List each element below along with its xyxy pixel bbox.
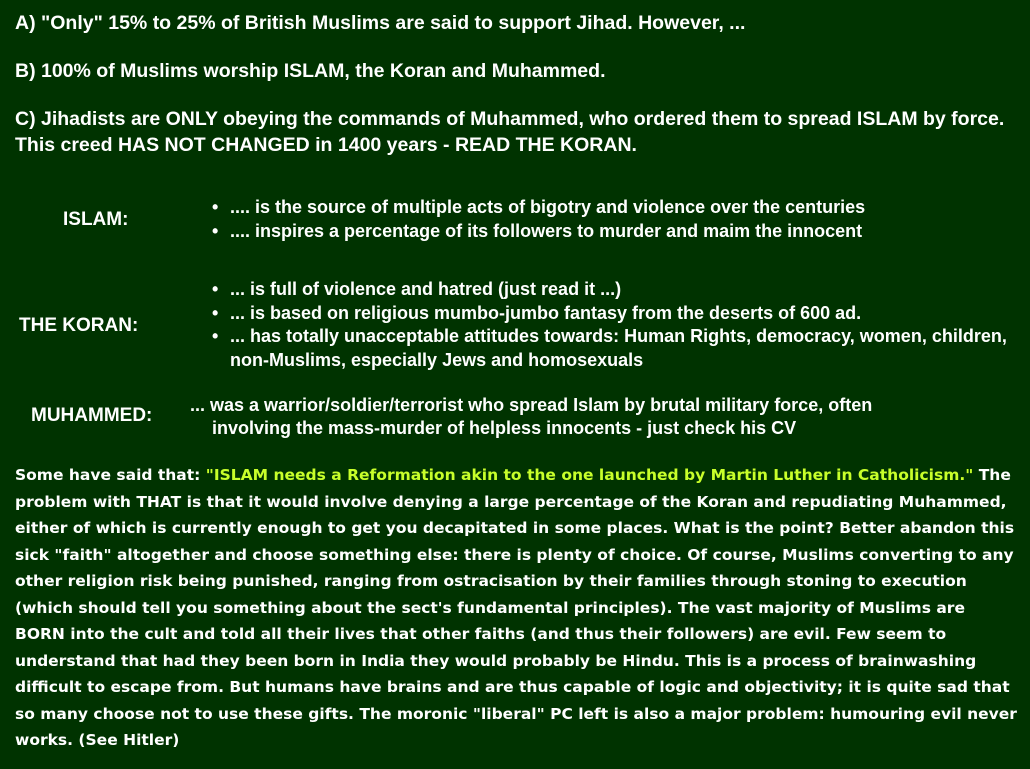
muhammed-text-line-1: ... was a warrior/soldier/terrorist who spread Islam by brutal military force, often — [190, 395, 873, 415]
muhammed-label: MUHAMMED: — [31, 405, 153, 426]
list-item — [212, 325, 1012, 372]
bullet-text: .... is the source of multiple acts of bigotry and violence over the centuries — [230, 197, 866, 217]
essay-paragraph — [15, 462, 1020, 754]
bullet-icon: • — [212, 326, 219, 346]
islam-bullet-list — [212, 196, 865, 243]
essay-intro: Some have said that: — [15, 466, 206, 484]
bullet-text: ... is based on religious mumbo-jumbo fantasy from the deserts of 600 ad. — [230, 302, 862, 323]
list-item — [212, 302, 1012, 326]
koran-bullet-list — [212, 278, 1012, 372]
paragraph-c: C) Jihadists are ONLY obeying the commands of Muhammed, who ordered them to spread ISLAM by force. This creed HAS NOT CHANGED in 1400 years - READ THE KORAN. — [15, 108, 1005, 156]
bullet-icon: • — [212, 279, 219, 299]
list-item — [212, 220, 865, 244]
list-item — [212, 278, 1012, 302]
bullet-text: .... inspires a percentage of its followers to murder and maim the innocent — [230, 220, 863, 241]
list-item — [212, 196, 865, 220]
bullet-icon: • — [212, 197, 219, 217]
essay-body: The problem with THAT is that it would involve denying a large percentage of the Koran and repudiating Muhammed, either of which is currently enough to get you decapitated in some places. What is the point? Better abandon this sick "faith" altogether and choose something else: there is plenty of choice. Of course, Muslims converting to any other religion risk being punished, ranging from ostracisation by their families through stoning to execution (which should tell you something about the sect's fundamental principles). The vast majority of Muslims are BORN into the cult and told all their lives that other faiths (and thus their followers) are evil. Few seem to understand that had they been born in India they would probably be Hindu. This is a process of brainwashing difficult to escape from. But humans have brains and are thus capable of logic and objectivity; it is quite sad that so many choose not to use these gifts. The moronic "liberal" PC left is also a major problem: humouring evil never works. (See Hitler) — [15, 466, 1017, 749]
koran-label: THE KORAN: — [19, 315, 139, 336]
bullet-icon: • — [212, 302, 219, 323]
bullet-icon: • — [212, 220, 219, 241]
bullet-text: ... is full of violence and hatred (just read it ...) — [230, 279, 622, 299]
paragraph-b: B) 100% of Muslims worship ISLAM, the Koran and Muhammed. — [15, 60, 606, 82]
islam-label: ISLAM: — [63, 209, 129, 230]
paragraph-a: A) "Only" 15% to 25% of British Muslims are said to support Jihad. However, ... — [15, 12, 746, 34]
muhammed-text-line-2: involving the mass-murder of helpless innocents - just check his CV — [212, 418, 797, 438]
reformation-quote: "ISLAM needs a Reformation akin to the one launched by Martin Luther in Catholicism." — [205, 466, 974, 484]
bullet-text: ... has totally unacceptable attitudes towards: Human Rights, democracy, women, children, non-Muslims, especially Jews and homosexuals — [230, 326, 1007, 370]
